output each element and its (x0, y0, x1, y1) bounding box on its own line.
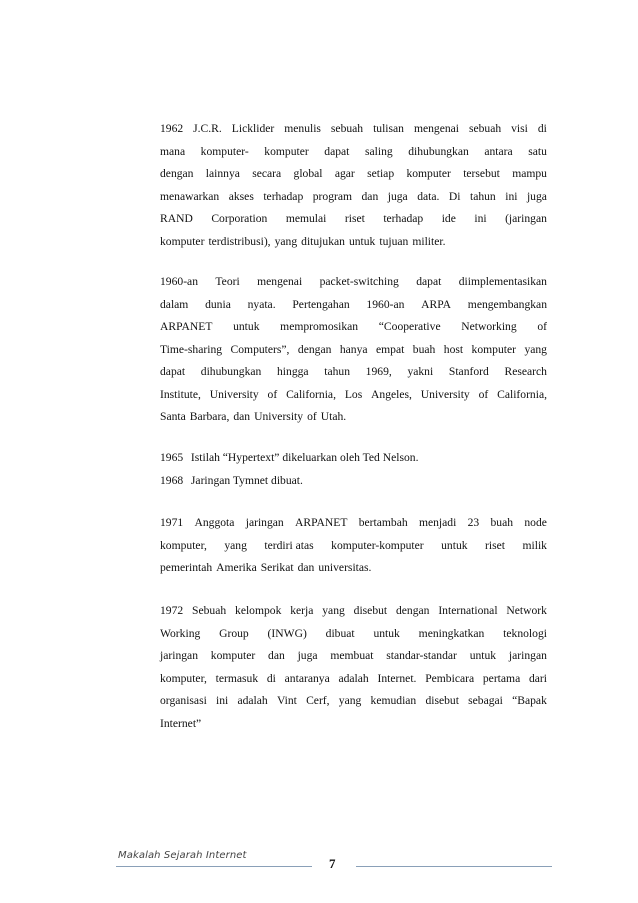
word: komputer- (200, 144, 249, 158)
word: tahun (324, 365, 350, 378)
word: California, (497, 387, 547, 401)
word: data. (417, 189, 440, 203)
word: ARPA (421, 297, 452, 311)
word: dengan (297, 342, 332, 356)
word: University (420, 387, 470, 401)
word: Santa (160, 410, 186, 423)
word: riset (344, 212, 365, 225)
text-line (160, 186, 547, 209)
page-number: 7 (329, 856, 336, 871)
word: jaringan (245, 516, 284, 529)
word: terhadap (383, 212, 424, 225)
word: Stanford (448, 365, 489, 378)
word: University (209, 387, 259, 401)
word: International (438, 604, 498, 617)
entry-1965 (160, 447, 418, 470)
word: Internet. (377, 671, 417, 685)
word: teknologi (503, 626, 547, 640)
word: dapat (324, 144, 350, 158)
word: “Cooperative (378, 320, 441, 333)
word: dapat (160, 365, 186, 378)
word: mengenai (413, 122, 460, 135)
word: 1960-an (160, 275, 198, 288)
word: dari (528, 671, 547, 685)
word: jaringan (160, 649, 198, 662)
text-line (160, 623, 547, 646)
word: kerja (290, 604, 314, 617)
word: Pertengahan (292, 297, 350, 311)
word: dan (233, 410, 251, 423)
word: 1962 (160, 122, 184, 135)
word: organisasi (160, 694, 207, 707)
text-line (160, 600, 547, 623)
word: packet-switching (319, 275, 399, 288)
text-line (160, 271, 547, 294)
paragraph-1962 (160, 118, 547, 253)
word: untuk (348, 234, 376, 248)
entry-year: 1965 (160, 451, 184, 464)
word: empat (375, 342, 405, 356)
word: 1969, (365, 365, 392, 378)
word: komputer (160, 234, 205, 248)
word: buah (490, 516, 514, 529)
word: menulis (284, 122, 321, 135)
word: Group (219, 626, 249, 640)
word: jaringan (508, 649, 547, 662)
word: memulai (285, 212, 327, 225)
word: Internet” (160, 716, 202, 730)
word: komputer, (160, 538, 207, 552)
word: Sebuah (192, 604, 227, 617)
entry-year: 1968 (160, 474, 184, 487)
text-line (160, 557, 547, 580)
word: satu (528, 144, 547, 158)
text-line (160, 690, 547, 713)
word: termasuk (215, 671, 259, 685)
word: kelompok (235, 604, 282, 617)
word: terhadap (263, 189, 304, 203)
paragraph-1972 (160, 600, 547, 735)
word: menjadi (418, 516, 457, 529)
word: dihubungkan (408, 144, 469, 158)
word: militer. (412, 234, 446, 248)
word: pertama (482, 671, 521, 685)
word: akses (228, 189, 254, 203)
word: program (312, 189, 353, 203)
word: antaranya (284, 671, 330, 685)
word: tulisan (373, 122, 404, 135)
text-line (160, 535, 547, 558)
word: Licklider (231, 122, 275, 135)
word: Time-sharing (160, 342, 223, 356)
word: pemerintah (160, 561, 213, 574)
paragraph-1960an (160, 271, 547, 429)
word: Networking (461, 320, 517, 333)
word: Cerf, (306, 694, 330, 707)
word: Di (448, 189, 461, 203)
word: dalam (160, 297, 189, 311)
word: setiap (367, 167, 395, 180)
word: dan (297, 561, 315, 574)
word: hanya (339, 342, 368, 356)
word: Angeles, (371, 387, 412, 401)
word: ide (441, 212, 456, 225)
word: ARPANET (160, 320, 213, 333)
word: ditujukan (301, 234, 345, 248)
word: global (293, 167, 323, 180)
word: riset (485, 538, 505, 552)
word: agar (334, 167, 355, 180)
word: ini (505, 189, 518, 203)
word: Working (160, 626, 201, 640)
text-line (160, 208, 547, 231)
text-line (160, 406, 547, 429)
word: Research (504, 365, 547, 378)
word: “Bapak (512, 694, 547, 707)
word: terdistribusi), (208, 234, 271, 248)
word: Vint (276, 694, 297, 707)
word: yakni (407, 365, 434, 378)
word: mampu (512, 167, 547, 180)
word: University (254, 410, 304, 423)
word: tersebut (463, 167, 500, 180)
word: juga (526, 189, 547, 203)
word: Barbara, (189, 410, 230, 423)
word: mana (160, 144, 186, 158)
word: yang (524, 342, 547, 356)
word: yang (338, 694, 362, 707)
word: komputer (471, 342, 516, 356)
word: menawarkan (160, 189, 220, 203)
word: terdiri atas (264, 538, 314, 552)
word: hingga (277, 365, 309, 378)
word: of (478, 387, 489, 401)
word: Pembicara (425, 671, 475, 685)
word: J.C.R. (193, 122, 222, 135)
entry-text: Istilah “Hypertext” dikeluarkan oleh Ted Nelson. (190, 451, 419, 464)
text-line (160, 668, 547, 691)
word: Anggota (194, 516, 235, 529)
word: komputer (406, 167, 451, 180)
footer-rule-right (356, 866, 552, 867)
paragraph-1971 (160, 512, 547, 580)
text-line (160, 713, 547, 736)
text-line (160, 141, 547, 164)
word: komputer (264, 144, 309, 158)
word: Amerika (216, 561, 257, 574)
word: nyata. (247, 297, 276, 311)
word: milik (522, 538, 547, 552)
word: secara (252, 167, 282, 180)
text-line (160, 512, 547, 535)
word: dibuat (325, 626, 355, 640)
word: RAND (160, 212, 193, 225)
text-line (160, 163, 547, 186)
word: untuk (373, 626, 400, 640)
text-line (160, 361, 547, 384)
word: untuk (233, 320, 260, 333)
word: ini (216, 694, 229, 707)
word: dengan (160, 167, 194, 180)
word: juga (297, 649, 318, 662)
word: dunia (205, 297, 231, 311)
word: buah (412, 342, 436, 356)
word: Institute, (160, 387, 201, 401)
word: ARPANET (295, 516, 348, 529)
word: universitas. (318, 561, 372, 574)
word: ini (474, 212, 487, 225)
word: yang (224, 538, 247, 552)
word: di (537, 122, 547, 135)
word: tahun (469, 189, 496, 203)
word: California, (286, 387, 336, 401)
word: sebagai (468, 694, 503, 707)
word: komputer-komputer (331, 538, 424, 552)
text-line (160, 339, 547, 362)
word: adalah (338, 671, 369, 685)
word: tujuan (379, 234, 409, 248)
word: di (266, 671, 276, 685)
word: standar-standar (386, 649, 457, 662)
text-line (160, 118, 547, 141)
word: 23 (467, 516, 480, 529)
word: kemudian (370, 694, 417, 707)
word: untuk (441, 538, 468, 552)
word: mengenai (257, 275, 303, 288)
word: dan (268, 649, 285, 662)
word: saling (364, 144, 393, 158)
word: disebut (353, 604, 388, 617)
word: juga (387, 189, 408, 203)
word: adalah (237, 694, 268, 707)
word: Network (506, 604, 547, 617)
word: komputer, (160, 671, 207, 685)
word: (jaringan (505, 212, 547, 225)
entry-1968 (160, 470, 303, 493)
text-line (160, 316, 547, 339)
word: 1960-an (366, 297, 405, 311)
word: host (443, 342, 464, 356)
word: lainnya (205, 167, 240, 180)
word: komputer (210, 649, 256, 662)
word: of (267, 387, 278, 401)
word: node (524, 516, 547, 529)
word: untuk (469, 649, 497, 662)
word: antara (484, 144, 513, 158)
word: Computers”, (230, 342, 290, 356)
word: dihubungkan (200, 365, 262, 378)
word: dapat (416, 275, 442, 288)
word: visi (511, 122, 528, 135)
word: bertambah (358, 516, 408, 529)
word: mempromosikan (280, 320, 359, 333)
word: disebut (425, 694, 459, 707)
word: (INWG) (267, 626, 307, 640)
word: yang (274, 234, 298, 248)
word: mengembangkan (467, 297, 547, 311)
word: yang (322, 604, 345, 617)
word: of (537, 320, 547, 333)
footer-title: Makalah Sejarah Internet (118, 850, 247, 861)
word: of (307, 410, 317, 423)
footer-rule-left (116, 866, 312, 867)
text-line (160, 231, 547, 254)
word: Los (344, 387, 363, 401)
text-line (160, 645, 547, 668)
text-line (160, 294, 547, 317)
word: sebuah (330, 122, 364, 135)
word: Utah. (320, 410, 347, 423)
word: Corporation (211, 212, 268, 225)
word: sebuah (468, 122, 502, 135)
word: 1972 (160, 604, 184, 617)
word: Teori (215, 275, 240, 288)
word: meningkatkan (418, 626, 485, 640)
word: Serikat (260, 561, 294, 574)
word: diimplementasikan (458, 275, 547, 288)
word: dengan (395, 604, 430, 617)
word: 1971 (160, 516, 184, 529)
word: dan (361, 189, 379, 203)
word: membuat (330, 649, 374, 662)
text-line (160, 384, 547, 407)
entry-text: Jaringan Tymnet dibuat. (190, 474, 303, 487)
